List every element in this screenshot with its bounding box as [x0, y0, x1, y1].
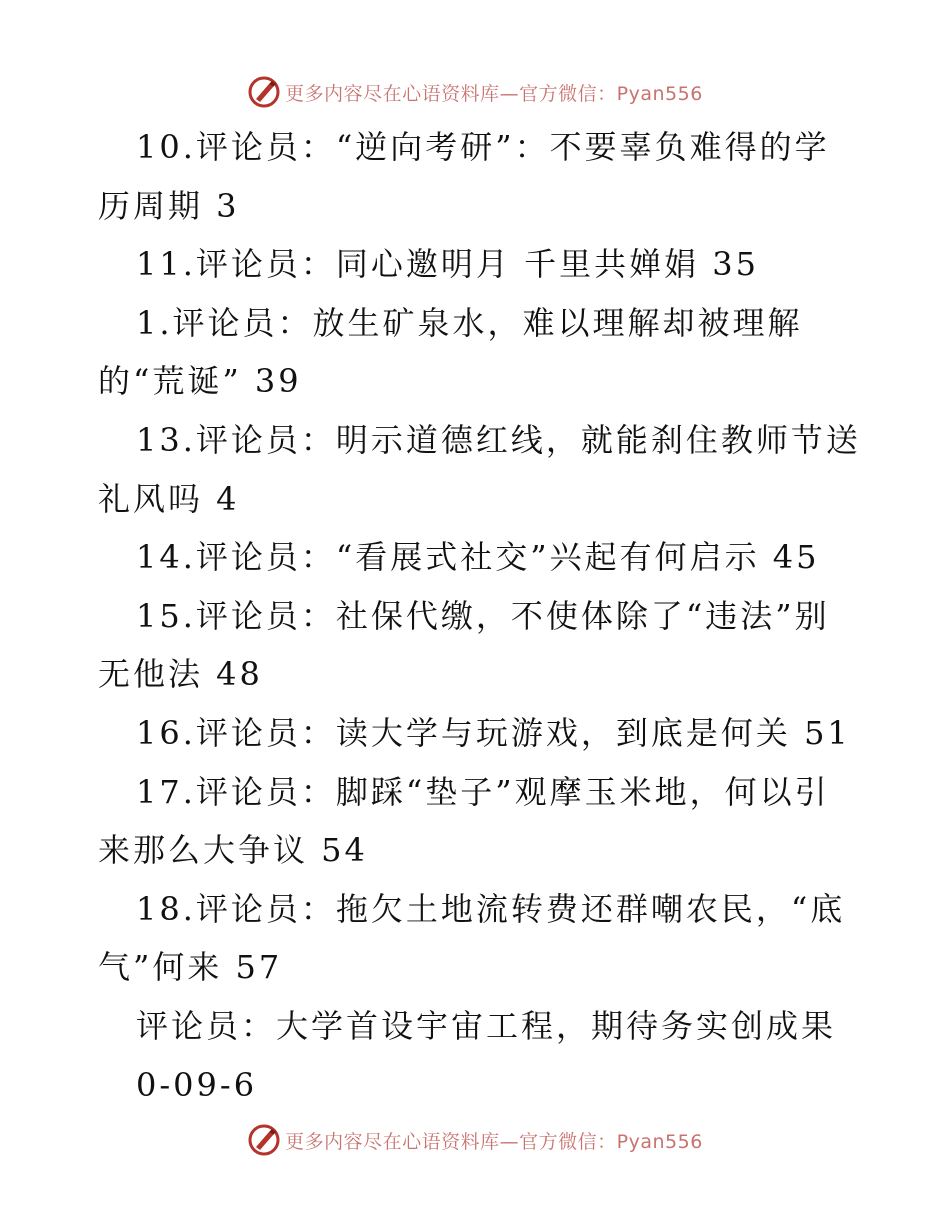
red-pen-swirl-logo-icon — [247, 1123, 281, 1157]
red-pen-swirl-logo-icon — [247, 75, 281, 109]
toc-line: 历周期 3 — [98, 186, 240, 225]
toc-line: 16.评论员：读大学与玩游戏，到底是何关 51 — [136, 713, 851, 752]
toc-line: 评论员：大学首设宇宙工程，期待务实创成果 — [136, 1006, 837, 1045]
watermark-text: 更多内容尽在心语资料库—官方微信：Pyan556 — [285, 1130, 703, 1153]
toc-line: 10.评论员：“逆向考研”：不要辜负难得的学 — [136, 128, 830, 166]
toc-line: 11.评论员：同心邀明月 千里共婵娟 35 — [136, 245, 759, 284]
header-watermark — [0, 70, 950, 114]
toc-line: 无他法 48 — [98, 655, 263, 694]
footer-watermark — [0, 1118, 950, 1162]
table-of-contents — [98, 118, 861, 1114]
toc-line: 气”何来 57 — [98, 948, 283, 987]
toc-line: 13.评论员：明示道德红线，就能刹住教师节送 — [136, 420, 861, 459]
toc-line: 礼风吗 4 — [98, 479, 240, 518]
watermark-text: 更多内容尽在心语资料库—官方微信：Pyan556 — [285, 82, 703, 105]
toc-line: 18.评论员：拖欠土地流转费还群嘲农民，“底 — [136, 889, 846, 928]
toc-line: 1.评论员：放生矿泉水，难以理解却被理解 — [136, 303, 803, 342]
toc-line: 的“荒诞” 39 — [98, 362, 302, 401]
toc-line: 来那么大争议 54 — [98, 831, 368, 870]
toc-line: 14.评论员：“看展式社交”兴起有何启示 45 — [136, 538, 820, 577]
toc-line: 17.评论员：脚踩“垫子”观摩玉米地，何以引 — [136, 772, 830, 811]
toc-line: 15.评论员：社保代缴，不使体除了“违法”别 — [136, 596, 830, 635]
toc-line: 0-09-6 — [136, 1065, 258, 1104]
